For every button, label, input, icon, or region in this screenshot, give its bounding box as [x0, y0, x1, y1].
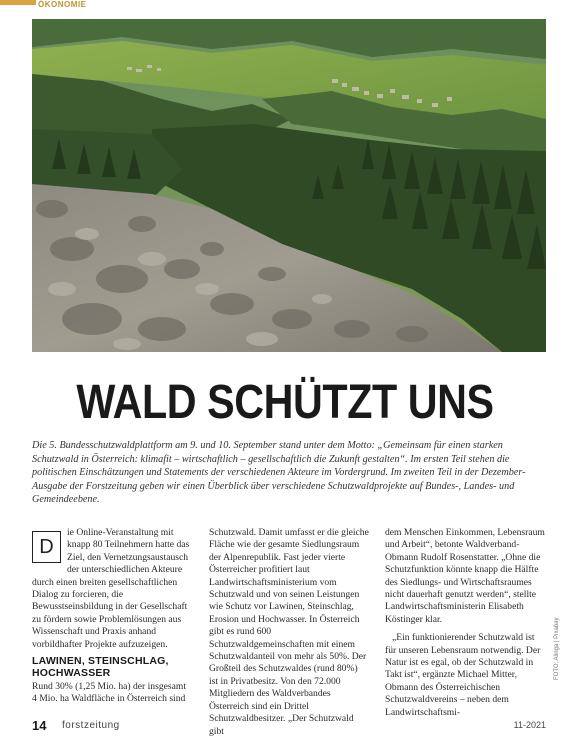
section-label: ÖKONOMIE [38, 0, 87, 9]
issue-number: 11-2021 [513, 720, 546, 730]
section-accent-bar [0, 0, 36, 5]
paragraph: ie Online-Veranstaltung mit knapp 80 Teilnehmern hatte das Ziel, den Vernetzungsaustausch der unterschiedlichen Akteure durch einen breiten gesellschaftlichen Dialog zu forcieren, die Bewusstseinsbildung in der Gesellschaft zu fördern sowie Problemlösungen aus Wissenschaft und Praxis anhand vorbildhafter Projekte aufzuzeigen. [32, 527, 190, 650]
landscape-photo-icon [32, 19, 546, 352]
page-number: 14 [32, 718, 47, 733]
column-2 [209, 527, 369, 738]
page-footer [32, 718, 546, 738]
headline: WALD SCHÜTZT UNS [76, 376, 494, 429]
photo-credit: FOTO: Alinga | Pixabay [554, 617, 560, 680]
column-3 [385, 527, 545, 719]
paragraph: dem Menschen Einkommen, Lebensraum und Arbeit“, betonte Waldverband-Obmann Rudolf Rosenstatter. „Ohne die Schutzfunktion könnte knapp die Hälfte des Siedlungs- und Wirtschaftsraumes nicht dauerhaft genutzt werden“, stellte Landwirtschaftsministerin Elisabeth Köstinger klar. [385, 527, 545, 625]
column-1 [32, 527, 192, 706]
paragraph: Rund 30% (1,25 Mio. ha) der insgesamt 4 Mio. ha Waldfläche in Österreich sind [32, 680, 187, 705]
intro-text: Die 5. Bundesschutzwaldplattform am 9. und 10. September stand unter dem Motto: „Gemeinsam für einen starken Schutzwald in Österreich: klimafit – wirtschaftlich – gesellschaftlich die Zukunft gestalten“. Im ersten Teil stehen die politischen Einschätzungen und Statements der verschiedenen Akteure im Vordergrund. Im zweiten Teil in der Dezember-Ausgabe der Forstzeitung geben wir einen Überblick über verschiedene Schutzwaldprojekte auf Bundes-, Landes- und Gemeindeebene. [32, 440, 526, 506]
magazine-name: forstzeitung [62, 720, 120, 731]
paragraph: Schutzwald. Damit umfasst er die gleiche Fläche wie der gesamte Siedlungsraum der Alpenrepublik. Fast jeder vierte Österreicher profitiert laut Landwirtschaftsministerium vom Schutzwald und von seinen Leistungen wie Schutz vor Lawinen, Steinschlag, Erosion und Hochwasser. In Österreich gibt es rund 600 Schutzwaldgemeinschaften mit einem Schutzwaldanteil von mehr als 50%. Der Großteil des Schutzwaldes (rund 80%) ist in Privatbesitz. Von den 72.000 Mitgliedern des Waldverbandes Österreich sind ein Drittel Schutzwaldbesitzer. „Der Schutzwald gibt [209, 527, 369, 737]
dropcap: D [32, 531, 61, 563]
paragraph: „Ein funktionierender Schutzwald ist für unseren Lebensraum notwendig. Der Natur ist es egal, ob der Schutzwald in Takt ist“, ergänzte Michael Mitter, Obmann des Österreichischen Schutzwaldvereins – neben dem Landwirtschaftsmi- [385, 632, 541, 718]
section-tab [0, 0, 90, 16]
landscape-photo [32, 19, 546, 352]
subheading: LAWINEN, STEINSCHLAG, HOCHWASSER [32, 655, 169, 680]
